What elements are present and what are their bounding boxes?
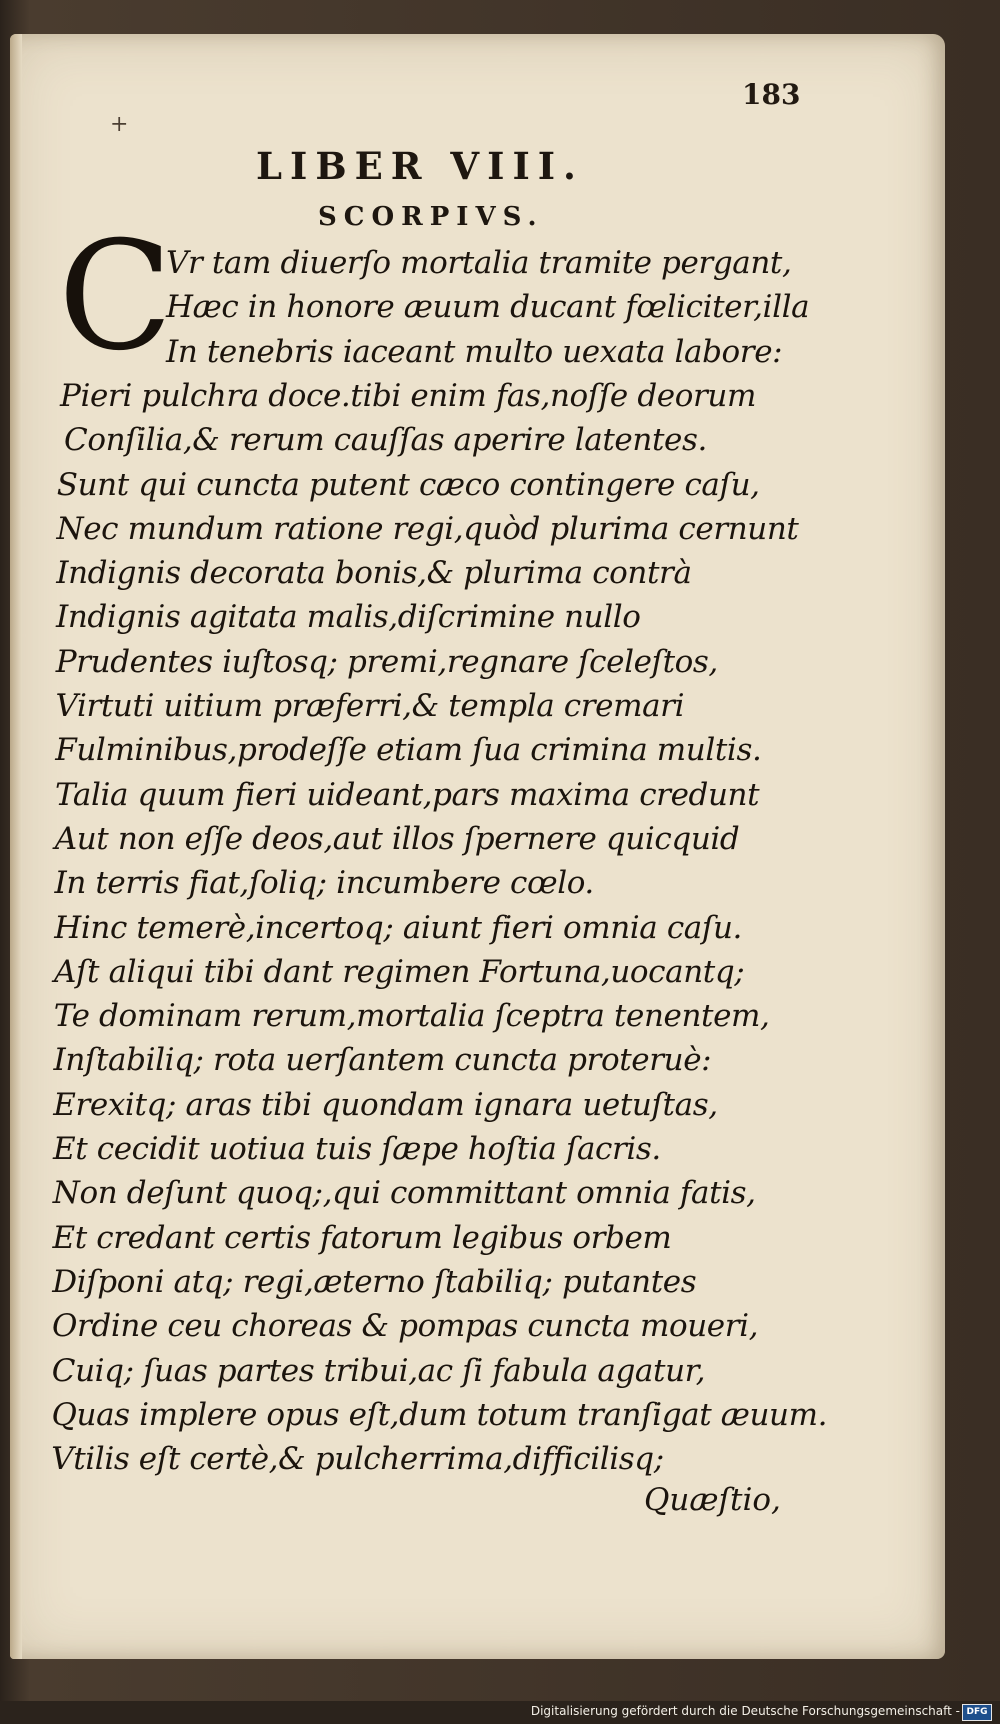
verse-line: Diſponi atq; regi,æterno ſtabiliq; putantes	[52, 1263, 697, 1300]
verse-line: Talia quum fieri uideant,pars maxima credunt	[55, 776, 760, 813]
verse-line: Et cecidit uotiua tuis ſæpe hoſtia ſacris.	[53, 1131, 661, 1167]
verse-line: Hæc in honore æuum ducant fœliciter,illa	[166, 289, 810, 326]
verse-line: Ordine ceu choreas & pompas cuncta moueri,	[52, 1308, 759, 1345]
verse-line: Aſt aliqui tibi dant regimen Fortuna,uocantq;	[54, 953, 745, 990]
verse-line: Inſtabiliq; rota uerſantem cuncta proteruè:	[53, 1042, 712, 1079]
verse-line: Pieri pulchra doce.tibi enim fas,noſſe deorum	[60, 377, 756, 414]
verse-line: Vtilis eſt certè,& pulcherrima,difficilisq;	[51, 1441, 664, 1478]
running-head: LIBER VIII.	[256, 144, 584, 188]
page-number: 183	[742, 78, 801, 111]
verse-line: Non deſunt quoq;,qui committant omnia fatis,	[52, 1175, 756, 1212]
dfg-logo-icon: DFG	[962, 1704, 992, 1721]
verse-line: Te dominam rerum,mortalia ſceptra tenentem,	[53, 998, 770, 1035]
catchword: Quæſtio,	[644, 1482, 781, 1518]
verse-line: Fulminibus,prodeſſe etiam ſua crimina multis.	[55, 732, 762, 769]
verse-line: Prudentes iuſtosq; premi,regnare ſceleſtos,	[55, 643, 718, 680]
verse-line: Aut non eſſe deos,aut illos ſpernere quicquid	[54, 820, 740, 857]
verse-line: Virtuti uitium præferri,& templa cremari	[55, 688, 685, 724]
verse-line: Indignis agitata malis,diſcrimine nullo	[56, 599, 641, 636]
verse-line: Hinc temerè,incertoq; aiunt fieri omnia caſu.	[54, 909, 742, 946]
verse-line: Nec mundum ratione regi,quòd plurima cernunt	[56, 510, 799, 547]
verse-line: Cuiq; ſuas partes tribui,ac ſi fabula agatur,	[51, 1352, 706, 1389]
verse-line: Conſilia,& rerum cauſſas aperire latentes.	[64, 422, 707, 459]
verse-line: In tenebris iaceant multo uexata labore:	[166, 333, 783, 370]
drop-cap: C	[58, 210, 173, 384]
marginal-mark: +	[110, 112, 129, 137]
funding-credit: Digitalisierung gefördert durch die Deutsche Forschungsgemeinschaft -	[530, 1704, 960, 1718]
verse-line: Et credant certis fatorum legibus orbem	[52, 1219, 672, 1256]
verse-line: Sunt qui cuncta putent cæco contingere caſu,	[56, 466, 760, 503]
section-title: SCORPIVS.	[318, 202, 544, 232]
verse-line: Indignis decorata bonis,& plurima contrà	[56, 555, 692, 592]
verse-line: Vr tam diuerſo mortalia tramite pergant,	[166, 245, 792, 281]
verse-line: Erexitq; aras tibi quondam ignara uetuſtas,	[53, 1086, 718, 1123]
verse-line: In terris fiat,ſoliq; incumbere cœlo.	[54, 865, 594, 902]
verse-line: Quas implere opus eſt,dum totum tranſigat æuum.	[51, 1396, 828, 1433]
